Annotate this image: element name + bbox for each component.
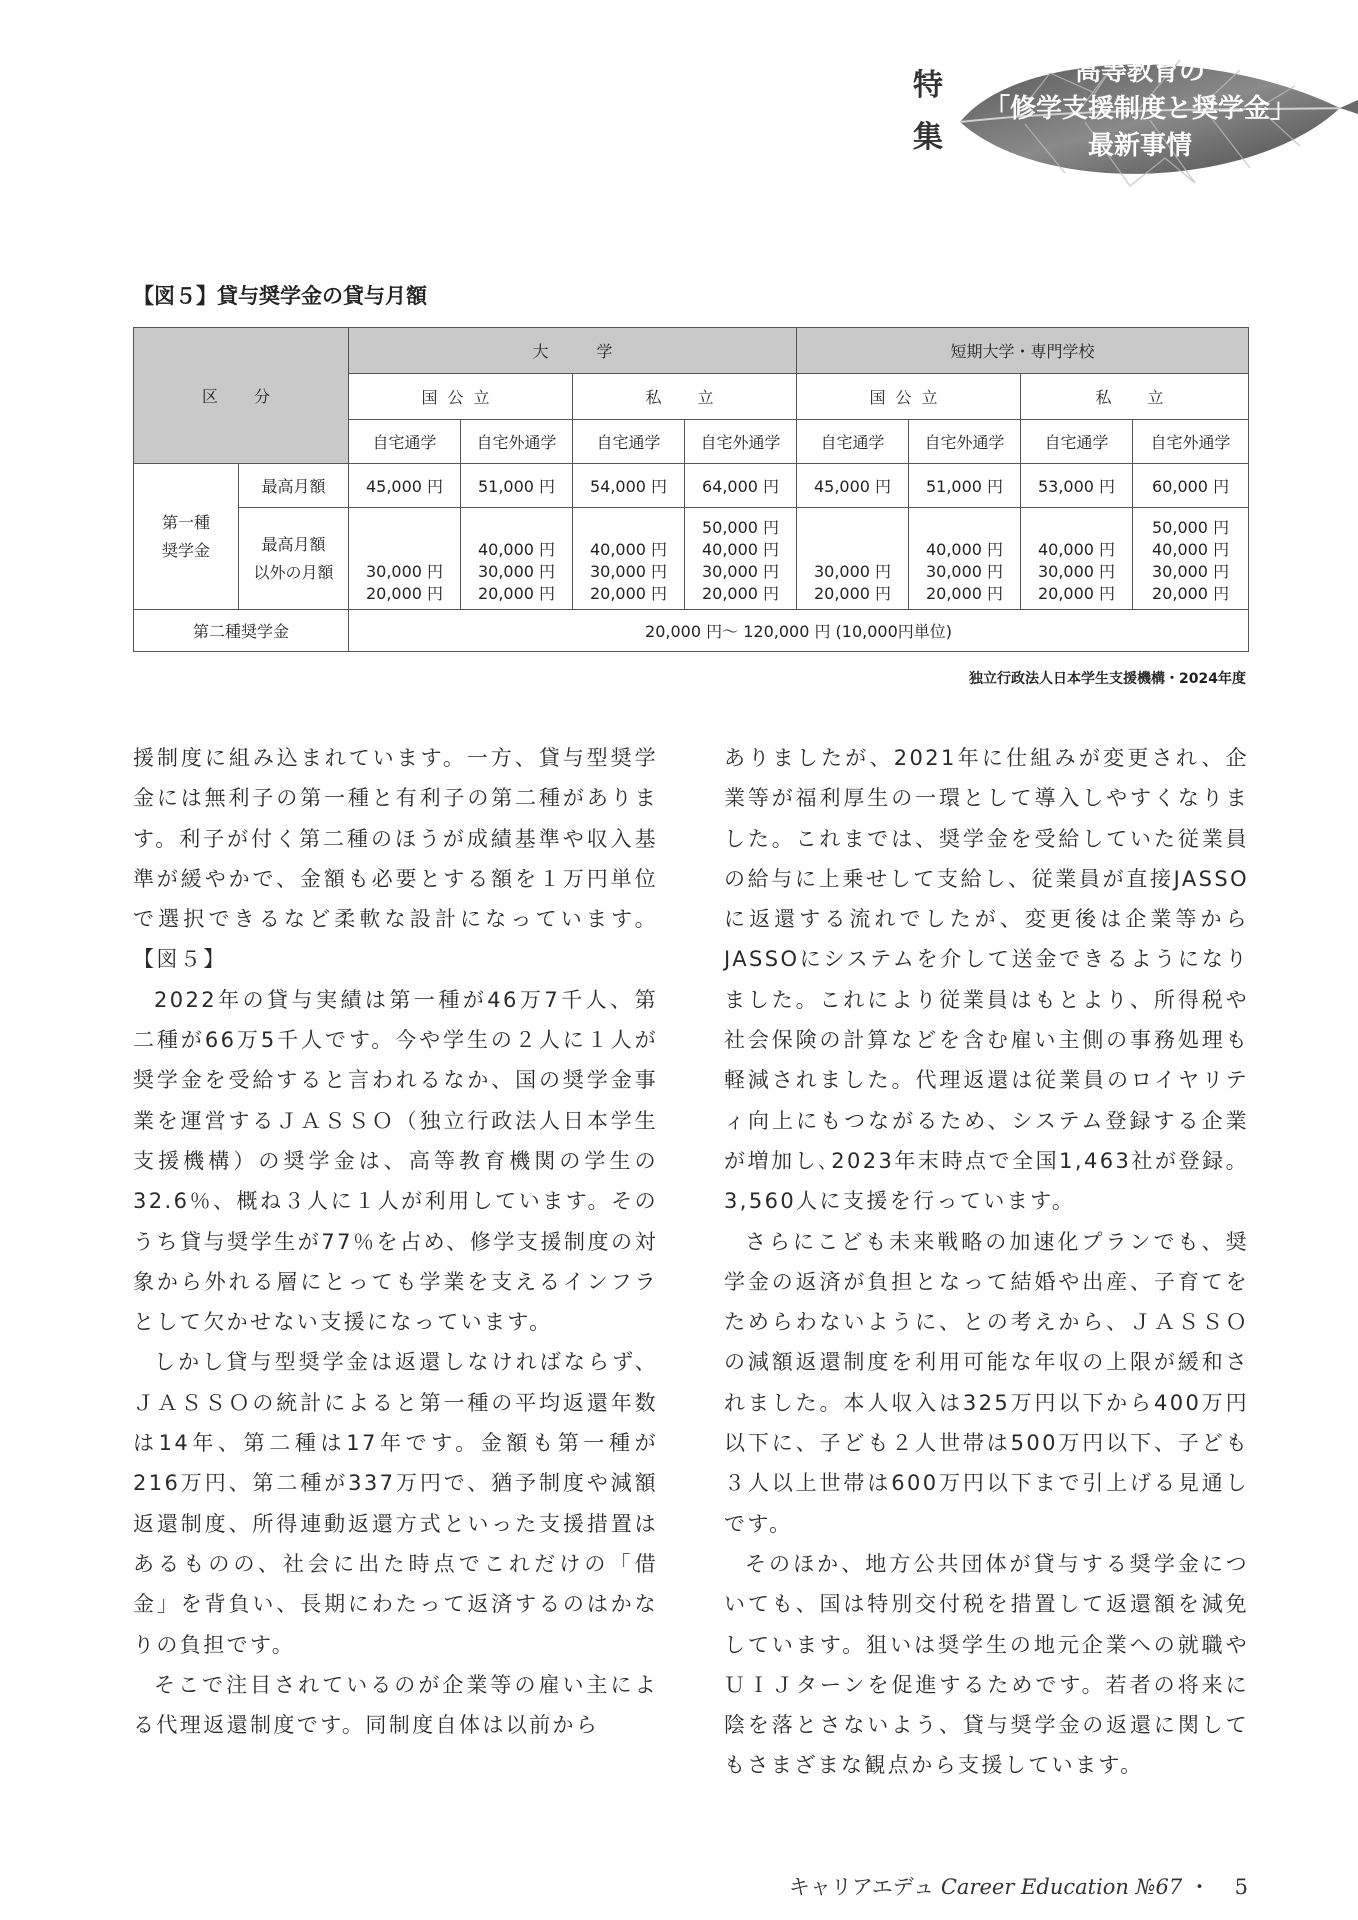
magazine-name-jp: キャリアエデュ [788, 1875, 935, 1899]
amount: 20,000 円 [701, 584, 780, 603]
loan-amount-table [133, 327, 1249, 652]
amount: 40,000 円 [1152, 540, 1230, 559]
amount: 20,000 円 [1037, 584, 1116, 603]
body-column-left [133, 738, 658, 1745]
feature-char: 集 [913, 120, 943, 155]
group-header: 大 学 [349, 328, 797, 374]
feature-mark [913, 60, 943, 164]
amount: 40,000 円 [925, 540, 1004, 559]
amount: 40,000 円 [477, 540, 556, 559]
other-values [685, 508, 797, 610]
paragraph: しかし貸与型奨学金は返還しなければならず、ＪＡＳＳＯの統計によると第一種の平均返還年数は14年、第二種は17年です。金額も第一種が216万円、第二種が337万円で、猶予制度や減額返還制度、所得連動返還方式といった支援措置はあるものの、社会に出た時点でこれだけの「借金」を背負い、長期にわたって返済するのはかなりの負担です。 [133, 1350, 658, 1657]
subgroup-header: 国公立 [349, 374, 573, 420]
column-header: 自宅通学 [1021, 420, 1133, 464]
other-values [461, 508, 573, 610]
body-column-right [724, 738, 1249, 1786]
subgroup-header: 私 立 [573, 374, 797, 420]
type1-label [134, 464, 239, 610]
max-value: 53,000 円 [1021, 464, 1133, 508]
column-header: 自宅外通学 [685, 420, 797, 464]
amount: 50,000 円 [1152, 518, 1230, 537]
column-header: 自宅外通学 [909, 420, 1021, 464]
max-value: 51,000 円 [461, 464, 573, 508]
amount: 30,000 円 [477, 562, 556, 581]
amount: 40,000 円 [701, 540, 780, 559]
amount: 30,000 円 [701, 562, 780, 581]
type2-label: 第二種奨学金 [134, 610, 349, 652]
other-label-line: 最高月額 [261, 534, 326, 554]
amount: 20,000 円 [813, 584, 892, 603]
subgroup-header: 国公立 [797, 374, 1021, 420]
footer-separator: ・ [1188, 1875, 1210, 1899]
amount: 40,000 円 [1037, 540, 1116, 559]
paragraph: そのほか、地方公共団体が貸与する奨学金についても、国は特別交付税を措置して返還額を減免しています。狙いは奨学生の地元企業への就職やＵＩＪターンを促進するためです。若者の将来に陰を落とさないよう、貸与奨学金の返還に関してもさまざまな観点から支援しています。 [724, 1551, 1249, 1778]
column-header: 自宅外通学 [461, 420, 573, 464]
amount: 20,000 円 [589, 584, 668, 603]
amount: 30,000 円 [589, 562, 668, 581]
column-header: 自宅通学 [573, 420, 685, 464]
other-values [1021, 508, 1133, 610]
feature-title-line: 最新事情 [1087, 131, 1192, 161]
amount: 20,000 円 [925, 584, 1004, 603]
figure-title: 【図５】貸与奨学金の貸与月額 [133, 284, 427, 308]
subgroup-header: 私 立 [1021, 374, 1249, 420]
page-number: 5 [1234, 1875, 1248, 1899]
feature-title-line: 高等教育の [1074, 57, 1205, 87]
max-label: 最高月額 [239, 464, 349, 508]
issue-number: №67 [1135, 1875, 1183, 1899]
magazine-name-en: Career Education [940, 1875, 1129, 1899]
amount: 20,000 円 [477, 584, 556, 603]
other-values [1133, 508, 1249, 610]
paragraph: 2022年の貸与実績は第一種が46万7千人、第二種が66万5千人です。今や学生の２人に１人が奨学金を受給すると言われるなか、国の奨学金事業を運営するＪＡＳＳＯ（独立行政法人日本学生支援機構）の奨学金は、高等教育機関の学生の32.6％、概ね３人に１人が利用しています。そのうち貸与奨学生が77％を占め、修学支援制度の対象から外れる層にとっても学業を支えるインフラとして欠かせない支援になっています。 [133, 987, 658, 1335]
amount: 30,000 円 [365, 562, 444, 581]
page-footer [789, 1871, 1248, 1901]
max-value: 45,000 円 [797, 464, 909, 508]
column-header: 自宅通学 [349, 420, 461, 464]
paragraph: さらにこども未来戦略の加速化プランでも、奨学金の返済が負担となって結婚や出産、子育てをためらわないように、との考えから、ＪＡＳＳＯの減額返還制度を利用可能な年収の上限が緩和されました。本人収入は325万円以下から400万円以下に、子ども２人世帯は500万円以下、子ども３人以上世帯は600万円以下まで引上げる見通しです。 [724, 1229, 1249, 1536]
other-label [239, 508, 349, 610]
category-header: 区 分 [134, 328, 349, 464]
paragraph: 援制度に組み込まれています。一方、貸与型奨学金には無利子の第一種と有利子の第二種があります。利子が付く第二種のほうが成績基準や収入基準が緩やかで、金額も必要とする額を１万円単位で選択できるなど柔軟な設計になっています。【図５】 [133, 746, 658, 972]
other-values [349, 508, 461, 610]
amount: 30,000 円 [813, 562, 892, 581]
type1-label-line: 第一種 [161, 512, 210, 532]
amount: 40,000 円 [589, 540, 668, 559]
amount: 30,000 円 [1152, 562, 1230, 581]
max-value: 54,000 円 [573, 464, 685, 508]
other-values [797, 508, 909, 610]
amount: 50,000 円 [701, 518, 780, 537]
other-label-line: 以外の月額 [253, 562, 334, 582]
amount: 20,000 円 [1152, 584, 1230, 603]
feature-title-line: 「修学支援制度と奨学金」 [983, 94, 1296, 124]
amount: 30,000 円 [1037, 562, 1116, 581]
column-header: 自宅外通学 [1133, 420, 1249, 464]
feature-char: 特 [913, 68, 943, 103]
amount: 30,000 円 [925, 562, 1004, 581]
feature-title [955, 54, 1325, 165]
max-value: 51,000 円 [909, 464, 1021, 508]
max-value: 45,000 円 [349, 464, 461, 508]
type2-value: 20,000 円～ 120,000 円 (10,000円単位) [349, 610, 1249, 652]
figure-source: 独立行政法人日本学生支援機構・2024年度 [969, 671, 1246, 687]
amount: 20,000 円 [365, 584, 444, 603]
group-header: 短期大学・専門学校 [797, 328, 1249, 374]
max-value: 60,000 円 [1133, 464, 1249, 508]
max-value: 64,000 円 [685, 464, 797, 508]
other-values [909, 508, 1021, 610]
column-header: 自宅通学 [797, 420, 909, 464]
paragraph: ありましたが、2021年に仕組みが変更され、企業等が福利厚生の一環として導入しやすくなりました。これまでは、奨学金を受給していた従業員の給与に上乗せして支給し、従業員が直接JASSOに返還する流れでしたが、変更後は企業等からJASSOにシステムを介して送金できるようになりました。これにより従業員はもとより、所得税や社会保険の計算などを含む雇い主側の事務処理も軽減されました。代理返還は従業員のロイヤリティ向上にもつながるため、システム登録する企業が増加し､2023年末時点で全国1,463社が登録。3,560人に支援を行っています。 [724, 746, 1249, 1214]
type1-label-line: 奨学金 [161, 540, 210, 560]
other-values [573, 508, 685, 610]
paragraph: そこで注目されているのが企業等の雇い主による代理返還制度です。同制度自体は以前から [133, 1672, 658, 1738]
